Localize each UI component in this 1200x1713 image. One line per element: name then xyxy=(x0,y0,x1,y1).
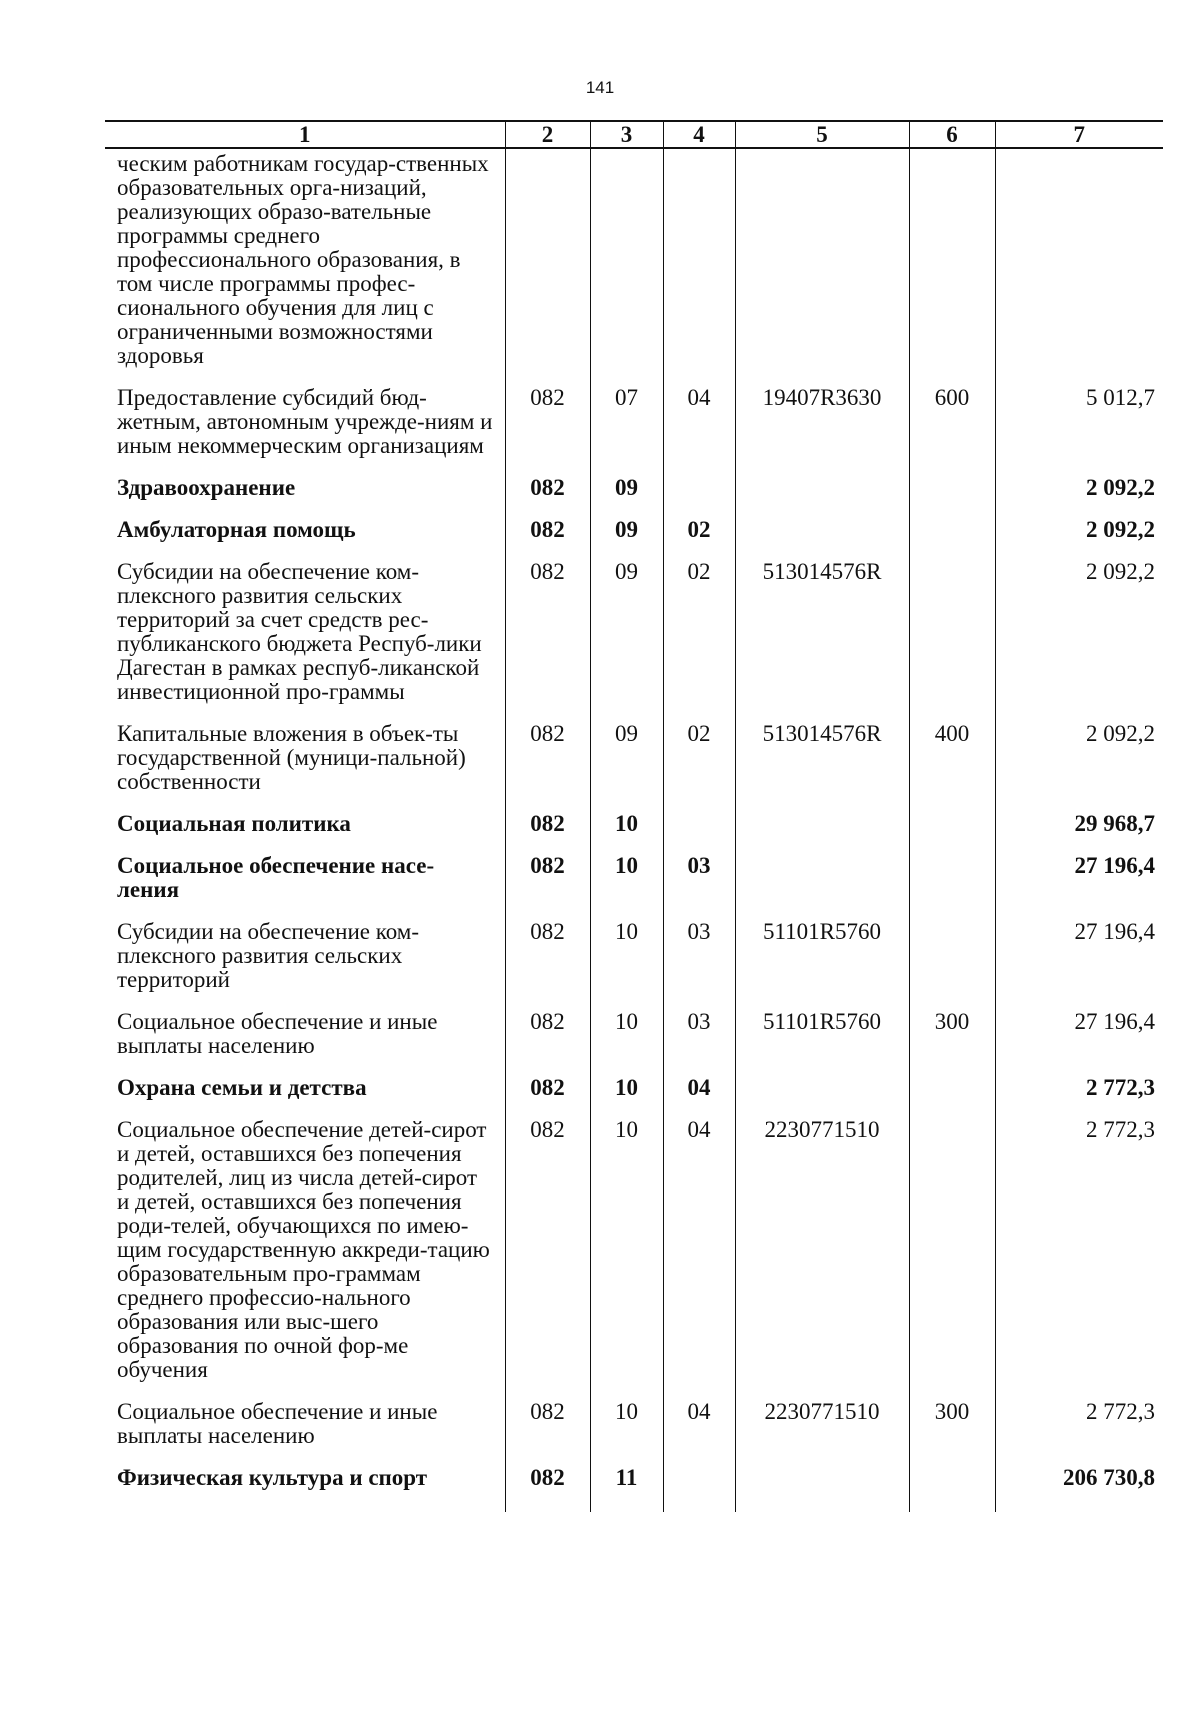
subsection-code: 02 xyxy=(663,560,735,722)
ministry-code: 082 xyxy=(505,476,590,518)
subsection-code xyxy=(663,148,735,386)
ministry-code: 082 xyxy=(505,1076,590,1118)
column-header: 2 xyxy=(505,121,590,148)
budget-table xyxy=(105,120,1163,1512)
amount: 2 092,2 xyxy=(995,722,1163,812)
column-header: 1 xyxy=(105,121,505,148)
expense-type-code: 300 xyxy=(909,1400,995,1466)
row-description: Социальное обеспечение детей-сирот и детей, оставшихся без попечения родителей, лиц из числа детей-сирот и детей, оставшихся без попечения роди-телей, обучающихся по имею-щим государственную аккреди-тацию образовательным про-граммам среднего профессио-нального образования или выс-шего образования по очной фор-ме обучения xyxy=(117,1117,490,1382)
target-article-code xyxy=(735,1076,909,1118)
ministry-code: 082 xyxy=(505,518,590,560)
table-row xyxy=(105,1118,1163,1400)
target-article-code: 51101R5760 xyxy=(735,1010,909,1076)
table-row xyxy=(105,722,1163,812)
row-description: Предоставление субсидий бюд-жетным, автономным учрежде-ниям и иным некоммерческим организациям xyxy=(117,385,493,458)
column-header: 3 xyxy=(590,121,663,148)
amount: 2 772,3 xyxy=(995,1118,1163,1400)
amount: 2 092,2 xyxy=(995,518,1163,560)
target-article-code: 513014576R xyxy=(735,560,909,722)
target-article-code: 2230771510 xyxy=(735,1400,909,1466)
target-article-code: 19407R3630 xyxy=(735,386,909,476)
expense-type-code xyxy=(909,518,995,560)
table-row xyxy=(105,1466,1163,1512)
section-code: 09 xyxy=(590,476,663,518)
column-header: 7 xyxy=(995,121,1163,148)
table-row xyxy=(105,1076,1163,1118)
row-description: Амбулаторная помощь xyxy=(117,517,356,542)
ministry-code: 082 xyxy=(505,812,590,854)
subsection-code xyxy=(663,812,735,854)
ministry-code: 082 xyxy=(505,1400,590,1466)
expense-type-code xyxy=(909,1076,995,1118)
subsection-code: 04 xyxy=(663,386,735,476)
table-row xyxy=(105,812,1163,854)
table-row xyxy=(105,518,1163,560)
ministry-code: 082 xyxy=(505,1466,590,1512)
ministry-code: 082 xyxy=(505,1118,590,1400)
table-row xyxy=(105,854,1163,920)
section-code xyxy=(590,148,663,386)
section-code: 09 xyxy=(590,560,663,722)
section-code: 10 xyxy=(590,920,663,1010)
amount: 29 968,7 xyxy=(995,812,1163,854)
expense-type-code: 300 xyxy=(909,1010,995,1076)
section-code: 09 xyxy=(590,518,663,560)
section-code: 10 xyxy=(590,1076,663,1118)
row-description: Социальная политика xyxy=(117,811,351,836)
page-number: 141 xyxy=(585,78,615,97)
ministry-code: 082 xyxy=(505,854,590,920)
ministry-code: 082 xyxy=(505,722,590,812)
ministry-code: 082 xyxy=(505,1010,590,1076)
amount: 2 092,2 xyxy=(995,476,1163,518)
amount: 206 730,8 xyxy=(995,1466,1163,1512)
row-description: Капитальные вложения в объек-ты государственной (муници-пальной) собственности xyxy=(117,721,466,794)
target-article-code: 2230771510 xyxy=(735,1118,909,1400)
ministry-code: 082 xyxy=(505,386,590,476)
target-article-code: 51101R5760 xyxy=(735,920,909,1010)
section-code: 10 xyxy=(590,1010,663,1076)
subsection-code xyxy=(663,476,735,518)
target-article-code xyxy=(735,812,909,854)
section-code: 11 xyxy=(590,1466,663,1512)
ministry-code xyxy=(505,148,590,386)
subsection-code: 03 xyxy=(663,1010,735,1076)
expense-type-code xyxy=(909,854,995,920)
section-code: 10 xyxy=(590,812,663,854)
row-description: ческим работникам государ-ственных образовательных орга-низаций, реализующих образо-вательные программы среднего профессионального образования, в том числе программы профес-сионального обучения для лиц с ограниченными возможностями здоровья xyxy=(117,151,489,368)
expense-type-code xyxy=(909,1118,995,1400)
amount: 2 772,3 xyxy=(995,1076,1163,1118)
row-description: Физическая культура и спорт xyxy=(117,1465,428,1490)
row-description: Социальное обеспечение и иные выплаты населению xyxy=(117,1009,438,1058)
section-code: 10 xyxy=(590,854,663,920)
expense-type-code xyxy=(909,1466,995,1512)
column-header: 5 xyxy=(735,121,909,148)
table-row xyxy=(105,1400,1163,1466)
amount xyxy=(995,148,1163,386)
subsection-code: 04 xyxy=(663,1118,735,1400)
subsection-code: 02 xyxy=(663,722,735,812)
subsection-code: 03 xyxy=(663,854,735,920)
target-article-code xyxy=(735,518,909,560)
amount: 2 772,3 xyxy=(995,1400,1163,1466)
expense-type-code xyxy=(909,560,995,722)
amount: 27 196,4 xyxy=(995,920,1163,1010)
subsection-code: 04 xyxy=(663,1400,735,1466)
subsection-code xyxy=(663,1466,735,1512)
target-article-code xyxy=(735,854,909,920)
row-description: Субсидии на обеспечение ком-плексного развития сельских территорий xyxy=(117,919,419,992)
target-article-code: 513014576R xyxy=(735,722,909,812)
amount: 27 196,4 xyxy=(995,1010,1163,1076)
table-row xyxy=(105,1010,1163,1076)
column-header: 6 xyxy=(909,121,995,148)
target-article-code xyxy=(735,1466,909,1512)
subsection-code: 03 xyxy=(663,920,735,1010)
target-article-code xyxy=(735,476,909,518)
row-description: Социальное обеспечение и иные выплаты населению xyxy=(117,1399,438,1448)
table-row xyxy=(105,386,1163,476)
amount: 5 012,7 xyxy=(995,386,1163,476)
table-row xyxy=(105,560,1163,722)
expense-type-code: 600 xyxy=(909,386,995,476)
section-code: 10 xyxy=(590,1118,663,1400)
row-description: Социальное обеспечение насе-ления xyxy=(117,853,435,902)
table-row xyxy=(105,920,1163,1010)
table-row xyxy=(105,148,1163,386)
row-description: Субсидии на обеспечение ком-плексного развития сельских территорий за счет средств рес-публиканского бюджета Респуб-лики Дагестан в рамках респуб-ликанской инвестиционной про-граммы xyxy=(117,559,482,704)
expense-type-code: 400 xyxy=(909,722,995,812)
expense-type-code xyxy=(909,812,995,854)
table-body xyxy=(105,148,1163,1512)
table-row xyxy=(105,476,1163,518)
amount: 2 092,2 xyxy=(995,560,1163,722)
target-article-code xyxy=(735,148,909,386)
section-code: 09 xyxy=(590,722,663,812)
subsection-code: 04 xyxy=(663,1076,735,1118)
amount: 27 196,4 xyxy=(995,854,1163,920)
section-code: 07 xyxy=(590,386,663,476)
ministry-code: 082 xyxy=(505,920,590,1010)
expense-type-code xyxy=(909,476,995,518)
subsection-code: 02 xyxy=(663,518,735,560)
expense-type-code xyxy=(909,148,995,386)
header-row xyxy=(105,121,1163,148)
section-code: 10 xyxy=(590,1400,663,1466)
column-header: 4 xyxy=(663,121,735,148)
ministry-code: 082 xyxy=(505,560,590,722)
expense-type-code xyxy=(909,920,995,1010)
row-description: Охрана семьи и детства xyxy=(117,1075,367,1100)
row-description: Здравоохранение xyxy=(117,475,296,500)
